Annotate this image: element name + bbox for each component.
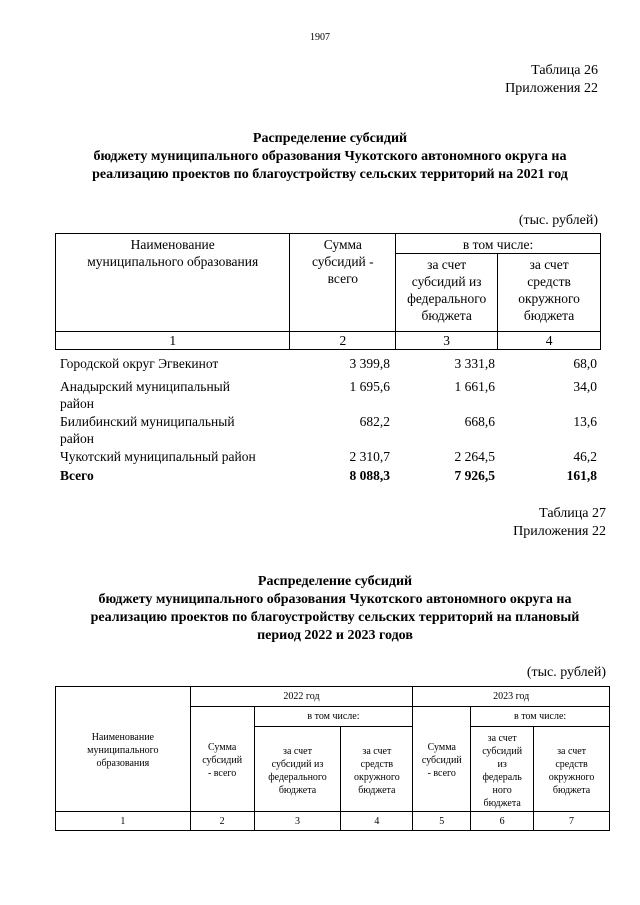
- col-number: 4: [498, 332, 601, 350]
- table26-title-line2: бюджету муниципального образования Чукотского автономного округа на: [93, 149, 567, 164]
- table-row: [60, 448, 600, 468]
- row-federal: 668,6: [464, 414, 495, 429]
- col-number: 3: [396, 332, 498, 350]
- table-row: [60, 378, 600, 414]
- col-number: 4: [341, 812, 413, 831]
- col-number: 1: [56, 332, 290, 350]
- row-regional: 13,6: [573, 414, 597, 429]
- row-total: 1 695,6: [349, 379, 390, 394]
- header-total-2022: Сумма субсидий - всего: [190, 707, 254, 812]
- header-year-2022: 2022 год: [190, 687, 413, 707]
- row-name: Городской округ Эгвекинот: [60, 356, 219, 371]
- header-federal-cell: за счет субсидий из федерального бюджета: [396, 254, 498, 332]
- column-numbers-row: [56, 812, 610, 831]
- row-federal: 1 661,6: [454, 379, 495, 394]
- header-regional-2023: за счет средств окружного бюджета: [534, 727, 610, 812]
- table27-caption: [513, 505, 606, 541]
- header-including-2023: в том числе:: [471, 707, 610, 727]
- total-sum: 8 088,3: [349, 468, 390, 483]
- row-federal: 2 264,5: [454, 449, 495, 464]
- table26-title-line1: Распределение субсидий: [252, 131, 408, 146]
- header-including-2022: в том числе:: [254, 707, 413, 727]
- table26-caption-line1: Таблица 26: [531, 63, 598, 78]
- header-name-cell: Наименование муниципального образования: [56, 687, 191, 812]
- row-regional: 46,2: [573, 449, 597, 464]
- row-federal: 3 331,8: [454, 356, 495, 371]
- header-year-2023: 2023 год: [413, 687, 610, 707]
- table27-title: [40, 573, 630, 645]
- table27-title-line4: период 2022 и 2023 годов: [257, 628, 413, 643]
- table-row: [60, 355, 600, 375]
- table27-caption-line1: Таблица 27: [539, 506, 606, 521]
- header-name-cell: Наименование муниципального образования: [56, 234, 290, 332]
- row-regional: 68,0: [573, 356, 597, 371]
- table26-title: [40, 130, 620, 184]
- table26-title-line3: реализацию проектов по благоустройству сельских территорий на 2021 год: [92, 167, 568, 182]
- column-numbers-row: [56, 332, 601, 350]
- page-number: 1907: [310, 32, 330, 43]
- col-number: 2: [190, 812, 254, 831]
- col-number: 3: [254, 812, 341, 831]
- col-number: 5: [413, 812, 471, 831]
- col-number: 2: [290, 332, 396, 350]
- header-including-cell: в том числе:: [396, 234, 601, 254]
- table27-header: [55, 686, 610, 831]
- table27-units: (тыс. рублей): [526, 665, 606, 680]
- total-regional: 161,8: [566, 468, 597, 483]
- total-label: Всего: [60, 468, 94, 483]
- header-regional-cell: за счет средств окружного бюджета: [498, 254, 601, 332]
- col-number: 6: [471, 812, 534, 831]
- table-row: [60, 413, 600, 449]
- col-number: 7: [534, 812, 610, 831]
- row-name: Анадырский муниципальный район: [60, 379, 230, 411]
- table27-title-line1: Распределение субсидий: [257, 574, 413, 589]
- header-federal-2023: за счет субсидий из федераль ного бюджета: [471, 727, 534, 812]
- header-federal-2022: за счет субсидий из федерального бюджета: [254, 727, 341, 812]
- row-total: 3 399,8: [349, 356, 390, 371]
- row-name: Билибинский муниципальный район: [60, 414, 235, 446]
- total-row: [60, 467, 600, 487]
- total-federal: 7 926,5: [454, 468, 495, 483]
- table26-caption-line2: Приложения 22: [505, 81, 598, 96]
- table27-title-line2: бюджету муниципального образования Чукотского автономного округа на: [98, 592, 572, 607]
- table27-caption-line2: Приложения 22: [513, 524, 606, 539]
- table26-units: (тыс. рублей): [518, 213, 598, 228]
- row-total: 682,2: [359, 414, 390, 429]
- col-number: 1: [56, 812, 191, 831]
- row-name: Чукотский муниципальный район: [60, 449, 256, 464]
- header-total-2023: Сумма субсидий - всего: [413, 707, 471, 812]
- row-regional: 34,0: [573, 379, 597, 394]
- row-total: 2 310,7: [349, 449, 390, 464]
- header-regional-2022: за счет средств окружного бюджета: [341, 727, 413, 812]
- header-total-cell: Сумма субсидий - всего: [290, 234, 396, 332]
- table26-header: [55, 233, 601, 350]
- table26-caption: [505, 62, 598, 98]
- table27-title-line3: реализацию проектов по благоустройству сельских территорий на плановый: [90, 610, 580, 625]
